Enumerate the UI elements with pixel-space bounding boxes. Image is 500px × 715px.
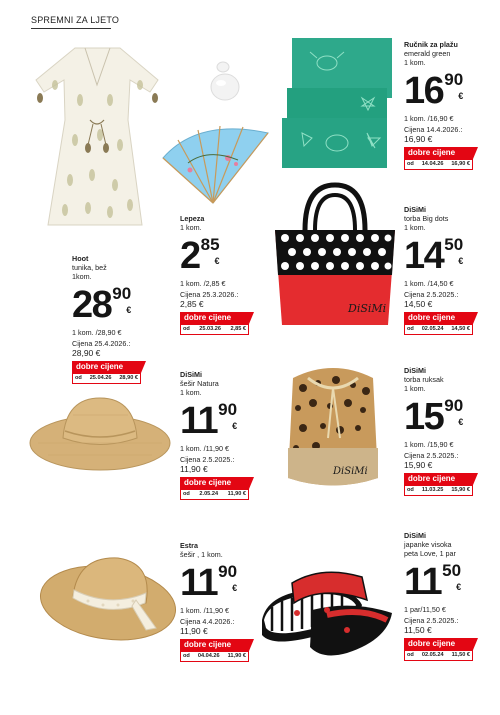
price xyxy=(180,235,272,277)
badge-date: 11.03.25 xyxy=(421,487,444,493)
price xyxy=(180,400,272,442)
price-block-japanke xyxy=(404,531,496,661)
backpack-logo-text: DiSiMi xyxy=(333,466,368,477)
badge-price: 11,50 € xyxy=(451,652,470,658)
product-quantity: 1 kom. xyxy=(404,223,426,232)
badge-date: 02.05.24 xyxy=(421,326,444,332)
product-brand: Estra xyxy=(180,541,198,550)
currency-symbol: € xyxy=(232,421,238,431)
unit-price: 1 par/11,50 € xyxy=(404,605,446,614)
price-cents: 85 xyxy=(200,235,220,254)
badge-from: od xyxy=(407,652,414,658)
tunic-image xyxy=(30,40,165,235)
price-block-sesir-natura xyxy=(180,370,272,500)
product-brand: DiSiMi xyxy=(180,370,202,379)
lowest-price-value: 28,90 € xyxy=(72,348,101,358)
product-description-line-2: peta Love, 1 par xyxy=(404,549,456,558)
price-block-hoot-tunic xyxy=(72,254,164,384)
price-integer: 15 xyxy=(404,396,444,438)
badge-from: od xyxy=(183,491,190,497)
badge-date: 14.04.26 xyxy=(421,161,444,167)
price-integer: 11 xyxy=(180,562,218,604)
lowest-price-label: Cijena 25.4.2026.: xyxy=(72,339,131,348)
unit-price: 1 kom. /11,90 € xyxy=(180,606,230,615)
currency-symbol: € xyxy=(126,305,132,315)
badge-price: 15,90 € xyxy=(451,487,470,493)
badge-price: 2,85 € xyxy=(230,326,246,332)
badge-title: dobre cijene xyxy=(404,638,473,650)
price-block-big-dots-bag xyxy=(404,205,496,335)
badge-price: 11,90 € xyxy=(227,491,246,497)
product-brand: Lepeza xyxy=(180,214,205,223)
unit-price: 1 kom. /2,85 € xyxy=(180,279,226,288)
badge-from: od xyxy=(183,653,190,659)
price xyxy=(404,396,496,438)
price-integer: 14 xyxy=(404,235,444,277)
price-block-lepeza xyxy=(180,214,272,335)
lowest-price-label: Cijena 14.4.2026.: xyxy=(404,125,463,134)
product-brand: DiSiMi xyxy=(404,531,426,540)
lowest-price-value: 11,90 € xyxy=(180,626,208,636)
price-cents: 90 xyxy=(444,70,464,89)
price xyxy=(404,235,496,277)
unit-price: 1 kom. /14,50 € xyxy=(404,279,454,288)
price-block-estra-sesir xyxy=(180,541,272,662)
currency-symbol: € xyxy=(458,256,464,266)
price-integer: 2 xyxy=(180,235,200,277)
currency-symbol: € xyxy=(458,417,464,427)
badge-price: 28,90 € xyxy=(119,375,138,381)
price-cents: 90 xyxy=(218,400,238,419)
price-block-rucnik xyxy=(404,40,496,170)
badge-title: dobre cijene xyxy=(180,639,249,651)
lowest-price-value: 2,85 € xyxy=(180,299,204,309)
price xyxy=(180,562,272,604)
bag-logo-text: DiSiMi xyxy=(348,302,387,315)
badge-price: 14,50 € xyxy=(451,326,470,332)
price xyxy=(72,284,164,326)
badge-from: od xyxy=(407,487,414,493)
title-underline xyxy=(31,28,111,29)
straw-hat-natura-image xyxy=(28,393,173,473)
badge-price: 11,90 € xyxy=(227,653,246,659)
dobre-cijene-badge xyxy=(404,473,473,496)
badge-title: dobre cijene xyxy=(404,312,473,324)
lowest-price-value: 11,90 € xyxy=(180,464,208,474)
product-quantity: 1 kom. xyxy=(180,223,202,232)
product-description: emerald green xyxy=(404,49,451,58)
lowest-price-label: Cijena 2.5.2025.: xyxy=(404,451,459,460)
flip-flops-image xyxy=(252,565,402,660)
price-cents: 50 xyxy=(444,235,464,254)
badge-from: od xyxy=(75,375,82,381)
lace-straw-hat-image xyxy=(28,548,178,643)
currency-symbol: € xyxy=(214,256,220,266)
beach-towel-image xyxy=(282,38,395,168)
price-integer: 28 xyxy=(72,284,112,326)
product-quantity: 1 kom. xyxy=(180,388,202,397)
product-quantity: 1 kom. xyxy=(404,58,426,67)
badge-title: dobre cijene xyxy=(180,477,249,489)
dobre-cijene-badge xyxy=(404,638,473,661)
unit-price: 1 kom. /16,90 € xyxy=(404,114,454,123)
badge-date: 04.04.26 xyxy=(197,653,220,659)
currency-symbol: € xyxy=(458,91,464,101)
lowest-price-value: 11,50 € xyxy=(404,625,432,635)
badge-price: 16,90 € xyxy=(451,161,470,167)
product-brand: Hoot xyxy=(72,254,89,263)
price-integer: 16 xyxy=(404,70,444,112)
lowest-price-label: Cijena 25.3.2026.: xyxy=(180,290,239,299)
price-cents: 90 xyxy=(444,396,464,415)
price-cents: 90 xyxy=(218,562,238,581)
badge-title: dobre cijene xyxy=(180,312,249,324)
lowest-price-label: Cijena 2.5.2025.: xyxy=(180,455,235,464)
hand-fan-image xyxy=(158,118,278,213)
leopard-backpack-image xyxy=(278,358,388,498)
price-integer: 11 xyxy=(404,561,442,603)
price xyxy=(404,561,496,603)
lowest-price-label: Cijena 2.5.2025.: xyxy=(404,616,459,625)
currency-symbol: € xyxy=(232,583,238,593)
lowest-price-value: 16,90 € xyxy=(404,134,433,144)
product-quantity: 1 kom. xyxy=(404,384,426,393)
price-block-torba-ruksak xyxy=(404,366,496,496)
product-description: japanke visoka xyxy=(404,540,452,549)
badge-date: 25.03.26 xyxy=(199,326,222,332)
dobre-cijene-badge xyxy=(72,361,141,384)
lowest-price-value: 14,50 € xyxy=(404,299,433,309)
dobre-cijene-badge xyxy=(404,147,473,170)
product-quantity: 1kom. xyxy=(72,272,92,281)
badge-from: od xyxy=(407,161,414,167)
price-integer: 11 xyxy=(180,400,218,442)
lowest-price-value: 15,90 € xyxy=(404,460,433,470)
badge-from: od xyxy=(183,326,190,332)
lowest-price-label: Cijena 4.4.2026.: xyxy=(180,617,235,626)
badge-title: dobre cijene xyxy=(72,361,141,373)
badge-date: 02.05.24 xyxy=(421,652,444,658)
big-dots-bag-image xyxy=(270,180,400,330)
dobre-cijene-badge xyxy=(180,477,249,500)
price-cents: 90 xyxy=(112,284,132,303)
unit-price: 1 kom. /28,90 € xyxy=(72,328,122,337)
dobre-cijene-badge xyxy=(180,639,249,662)
badge-title: dobre cijene xyxy=(404,147,473,159)
product-description: tunika, bež xyxy=(72,263,107,272)
dobre-cijene-badge xyxy=(180,312,249,335)
product-brand: DiSiMi xyxy=(404,205,426,214)
currency-symbol: € xyxy=(456,582,462,592)
badge-date: 25.04.26 xyxy=(89,375,112,381)
price-cents: 50 xyxy=(442,561,462,580)
product-brand: DiSiMi xyxy=(404,366,426,375)
unit-price: 1 kom. /11,90 € xyxy=(180,444,230,453)
badge-from: od xyxy=(407,326,414,332)
badge-date: 2.05.24 xyxy=(199,491,219,497)
product-description: šešir , 1 kom. xyxy=(180,550,223,559)
page-title: SPREMNI ZA LJETO xyxy=(31,15,120,25)
unit-price: 1 kom. /15,90 € xyxy=(404,440,454,449)
product-description: torba ruksak xyxy=(404,375,444,384)
product-brand: Ručnik za plažu xyxy=(404,40,458,49)
price xyxy=(404,70,496,112)
product-description: torba Big dots xyxy=(404,214,449,223)
lowest-price-label: Cijena 2.5.2025.: xyxy=(404,290,459,299)
badge-title: dobre cijene xyxy=(404,473,473,485)
dobre-cijene-badge xyxy=(404,312,473,335)
lotion-drop-image xyxy=(205,55,245,105)
product-description: šešir Natura xyxy=(180,379,219,388)
